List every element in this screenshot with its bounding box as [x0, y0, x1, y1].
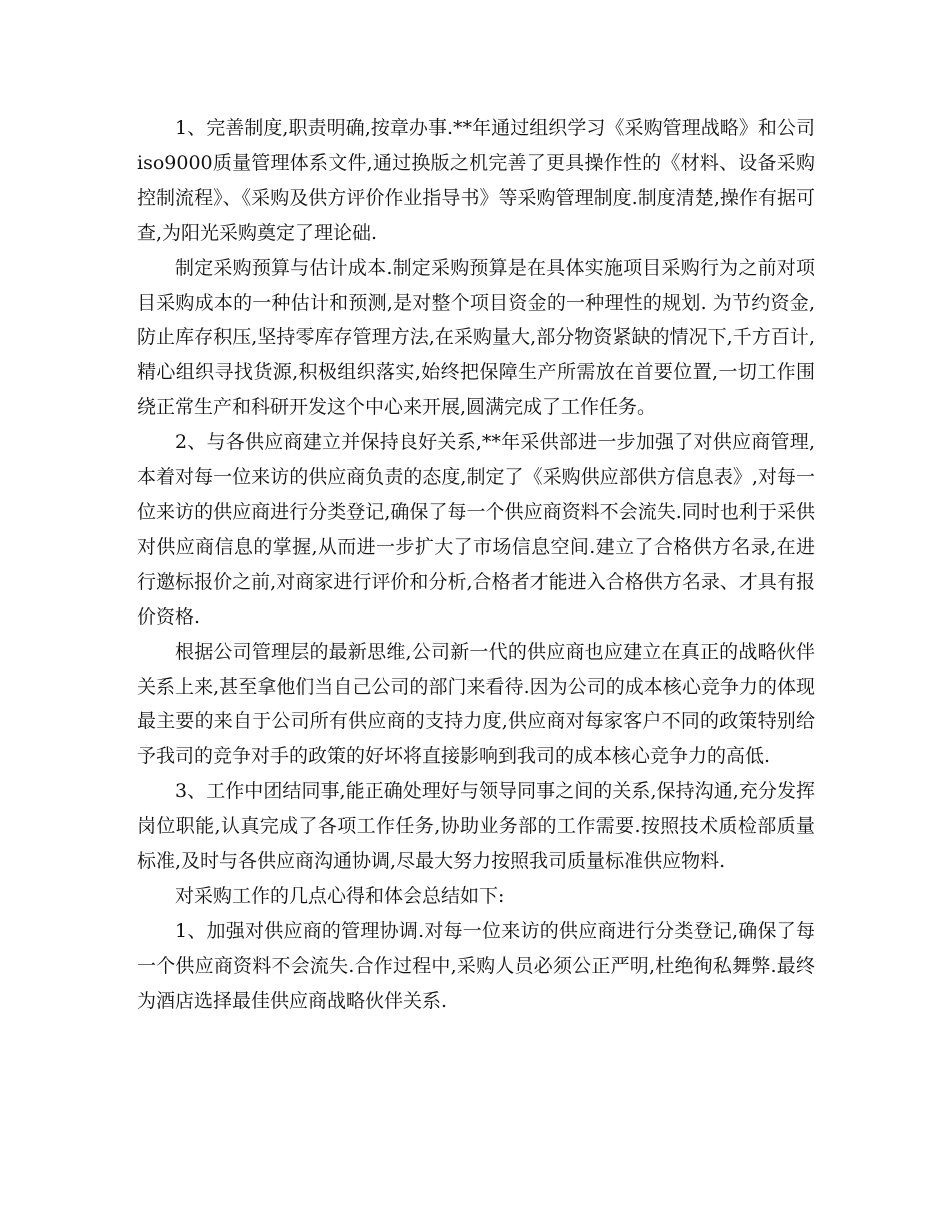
paragraph-3: 2、与各供应商建立并保持良好关系,**年采供部进一步加强了对供应商管理,本着对每一位来访的供应商负责的态度,制定了《采购供应部供方信息表》,对每一位来访的供应商进行分类登记,确保了每一个供应商资料不会流失.同时也利于采供对供应商信息的掌握,从而进一步扩大了市场信息空间.建立了合格供方名录,在进行邀标报价之前,对商家进行评价和分析,合格者才能进入合格供方名录、才具有报价资格. — [137, 431, 815, 628]
paragraph-6: 对采购工作的几点心得和体会总结如下: — [175, 884, 505, 907]
paragraph-7: 1、加强对供应商的管理协调.对每一位来访的供应商进行分类登记,确保了每一个供应商资料不会流失.合作过程中,采购人员必须公正严明,杜绝徇私舞弊.最终为酒店选择最佳供应商战略伙伴关系. — [137, 919, 815, 1012]
paragraph-1: 1、完善制度,职责明确,按章办事.**年通过组织学习《采购管理战略》和公司iso9000质量管理体系文件,通过换版之机完善了更具操作性的《材料、设备采购控制流程》、《采购及供方评价作业指导书》等采购管理制度.制度清楚,操作有据可查,为阳光采购奠定了理论础. — [137, 117, 815, 244]
paragraph-4: 根据公司管理层的最新思维,公司新一代的供应商也应建立在真正的战略伙伴关系上来,甚至拿他们当自己公司的部门来看待.因为公司的成本核心竞争力的体现最主要的来自于公司所有供应商的支持力度,供应商对每家客户不同的政策特别给予我司的竞争对手的政策的好坏将直接影响到我司的成本核心竞争力的高低. — [137, 640, 815, 768]
paragraph-2: 制定采购预算与估计成本.制定采购预算是在具体实施项目采购行为之前对项目采购成本的一种估计和预测,是对整个项目资金的一种理性的规划. 为节约资金,防止库存积压,坚持零库存管理方法,在采购量大,部分物资紧缺的情况下,千方百计,精心组织寻找货源,积极组织落实,始终把保障生产所需放在首要位置,一切工作围绕正常生产和科研开发这个中心来开展,圆满完成了工作任务。 — [137, 256, 815, 419]
paragraph-5: 3、工作中团结同事,能正确处理好与领导同事之间的关系,保持沟通,充分发挥岗位职能,认真完成了各项工作任务,协助业务部的工作需要.按照技术质检部质量标准,及时与各供应商沟通协调,尽最大努力按照我司质量标准供应物料. — [137, 780, 815, 873]
